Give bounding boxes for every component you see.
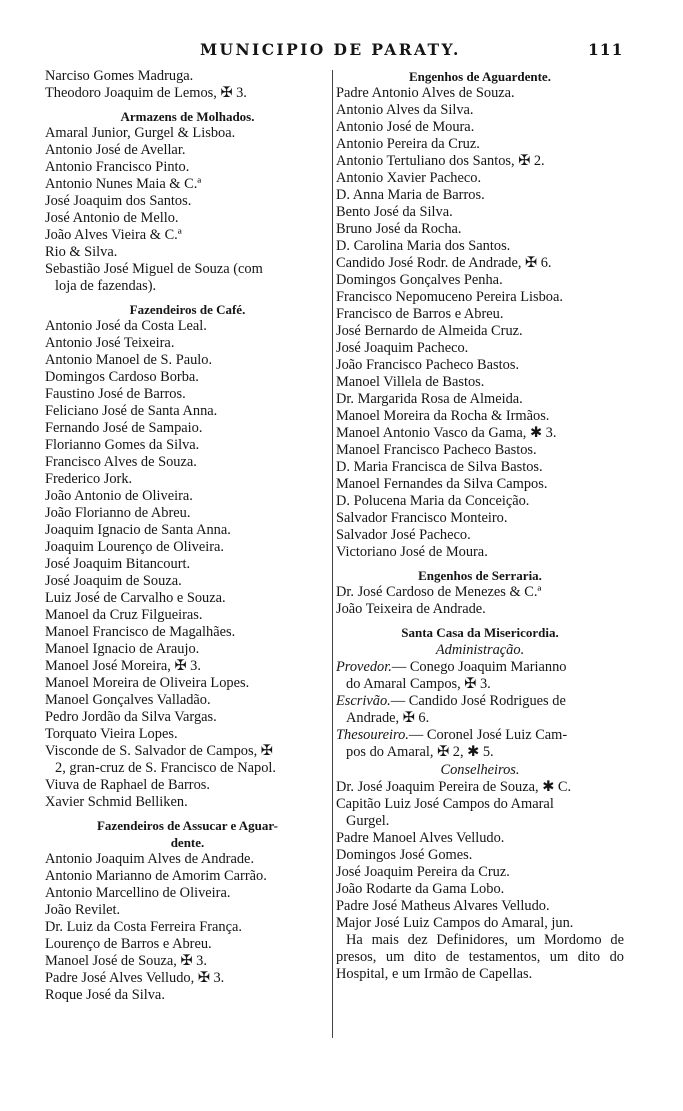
list-item: José Bernardo de Almeida Cruz. bbox=[336, 323, 523, 339]
list-item: Manoel Moreira da Rocha & Irmãos. bbox=[336, 408, 550, 424]
list-item: Antonio Manoel de S. Paulo. bbox=[45, 352, 213, 368]
list-item: Padre José Matheus Alvares Velludo. bbox=[336, 898, 550, 914]
list-item: Major José Luiz Campos do Amaral, jun. bbox=[336, 915, 574, 931]
list-item: Manoel Gonçalves Valladão. bbox=[45, 692, 211, 708]
closing-paragraph: Ha mais dez Definidores, um Mordomo de presos, um dito de testamentos, um dito do Hospital, e um Irmão de Capellas. bbox=[336, 932, 624, 982]
list-item: José Joaquim Pereira da Cruz. bbox=[336, 864, 510, 880]
list-item: Narciso Gomes Madruga. bbox=[45, 68, 194, 84]
list-item: Manoel José Moreira, ✠ 3. bbox=[45, 658, 201, 674]
list-item: Antonio Marianno de Amorim Carrão. bbox=[45, 868, 267, 884]
section-heading-assucar: Fazendeiros de Assucar e Aguar- bbox=[96, 818, 279, 833]
role-label: Thesoureiro. bbox=[336, 727, 409, 743]
officer-name: — Conego Joaquim Marianno bbox=[391, 659, 567, 675]
subheading-administracao: Administração. bbox=[435, 642, 525, 658]
list-item: Gurgel. bbox=[346, 813, 390, 829]
officer-name: — Coronel José Luiz Cam- bbox=[408, 727, 568, 743]
officer-tesoureiro bbox=[336, 727, 624, 744]
list-item: Padre José Alves Velludo, ✠ 3. bbox=[45, 970, 225, 986]
list-item: Capitão Luiz José Campos do Amaral bbox=[336, 796, 554, 812]
list-item: Torquato Vieira Lopes. bbox=[45, 726, 178, 742]
list-item: Francisco Nepomuceno Pereira Lisboa. bbox=[336, 289, 563, 305]
list-item: Dr. José Cardoso de Menezes & C.ª bbox=[336, 584, 542, 600]
list-item: Antonio Alves da Silva. bbox=[336, 102, 474, 118]
list-item: João Florianno de Abreu. bbox=[45, 505, 191, 521]
list-item: Joaquim Lourenço de Oliveira. bbox=[45, 539, 225, 555]
list-item: Antonio Nunes Maia & C.ª bbox=[45, 176, 202, 192]
list-item: D. Polucena Maria da Conceição. bbox=[336, 493, 530, 509]
list-item: Faustino José de Barros. bbox=[45, 386, 186, 402]
page-header bbox=[0, 40, 683, 62]
list-item: João Revilet. bbox=[45, 902, 121, 918]
list-item: Bento José da Silva. bbox=[336, 204, 453, 220]
list-item: Domingos Gonçalves Penha. bbox=[336, 272, 503, 288]
list-item: Antonio Marcellino de Oliveira. bbox=[45, 885, 231, 901]
list-item: D. Maria Francisca de Silva Bastos. bbox=[336, 459, 543, 475]
list-item: Manoel Moreira de Oliveira Lopes. bbox=[45, 675, 250, 691]
list-item: Francisco de Barros e Abreu. bbox=[336, 306, 504, 322]
list-item: D. Anna Maria de Barros. bbox=[336, 187, 485, 203]
list-item: João Rodarte da Gama Lobo. bbox=[336, 881, 505, 897]
list-item: Francisco Alves de Souza. bbox=[45, 454, 197, 470]
list-item: Amaral Junior, Gurgel & Lisboa. bbox=[45, 125, 236, 141]
list-item: Florianno Gomes da Silva. bbox=[45, 437, 200, 453]
list-item: Viuva de Raphael de Barros. bbox=[45, 777, 210, 793]
list-item: Roque José da Silva. bbox=[45, 987, 165, 1003]
list-item: José Joaquim Pacheco. bbox=[336, 340, 469, 356]
list-item: Candido José Rodr. de Andrade, ✠ 6. bbox=[336, 255, 552, 271]
list-item: Salvador José Pacheco. bbox=[336, 527, 471, 543]
list-item: Manoel Francisco de Magalhães. bbox=[45, 624, 236, 640]
list-item: Dr. Luiz da Costa Ferreira França. bbox=[45, 919, 242, 935]
list-item: Manoel da Cruz Filgueiras. bbox=[45, 607, 203, 623]
list-item: Manoel Villela de Bastos. bbox=[336, 374, 485, 390]
list-item: Feliciano José de Santa Anna. bbox=[45, 403, 218, 419]
section-heading-serraria: Engenhos de Serraria. bbox=[418, 568, 542, 583]
subheading-conselheiros: Conselheiros. bbox=[440, 762, 520, 778]
role-label: Provedor. bbox=[336, 659, 392, 675]
list-item: José Joaquim dos Santos. bbox=[45, 193, 192, 209]
list-item: Antonio Joaquim Alves de Andrade. bbox=[45, 851, 255, 867]
list-item: José Joaquim de Souza. bbox=[45, 573, 182, 589]
list-item: João Antonio de Oliveira. bbox=[45, 488, 193, 504]
role-label: Escrivão. bbox=[336, 693, 391, 709]
list-item: Antonio Pereira da Cruz. bbox=[336, 136, 480, 152]
officer-provedor bbox=[336, 659, 624, 676]
list-item: Luiz José de Carvalho e Souza. bbox=[45, 590, 226, 606]
list-item: Padre Antonio Alves de Souza. bbox=[336, 85, 515, 101]
officer-escrivao-cont: Andrade, ✠ 6. bbox=[346, 710, 430, 726]
section-heading-misericordia: Santa Casa da Misericordia. bbox=[401, 625, 559, 640]
list-item: Bruno José da Rocha. bbox=[336, 221, 462, 237]
officer-escrivao bbox=[336, 693, 624, 710]
page-number: 111 bbox=[588, 40, 624, 59]
list-item: Domingos Cardoso Borba. bbox=[45, 369, 199, 385]
list-item: Antonio Xavier Pacheco. bbox=[336, 170, 482, 186]
list-item: Xavier Schmid Belliken. bbox=[45, 794, 188, 810]
list-item: Sebastião José Miguel de Souza (com bbox=[45, 261, 263, 277]
list-item: Theodoro Joaquim de Lemos, ✠ 3. bbox=[45, 85, 247, 101]
list-item: Dr. José Joaquim Pereira de Souza, ✱ C. bbox=[336, 779, 572, 795]
list-item: Antonio José de Avellar. bbox=[45, 142, 186, 158]
section-heading-aguardente: Engenhos de Aguardente. bbox=[409, 69, 551, 84]
list-item: 2, gran-cruz de S. Francisco de Napol. bbox=[55, 760, 276, 776]
list-item: Visconde de S. Salvador de Campos, ✠ bbox=[45, 743, 273, 759]
list-item: Fernando José de Sampaio. bbox=[45, 420, 203, 436]
list-item: Manoel Ignacio de Araujo. bbox=[45, 641, 200, 657]
list-item: Dr. Margarida Rosa de Almeida. bbox=[336, 391, 523, 407]
section-heading-cafe: Fazendeiros de Café. bbox=[129, 302, 246, 317]
left-column bbox=[45, 68, 330, 1004]
list-item: loja de fazendas). bbox=[55, 278, 157, 294]
list-item: Rio & Silva. bbox=[45, 244, 118, 260]
list-item: Frederico Jork. bbox=[45, 471, 133, 487]
officer-name: — Candido José Rodrigues de bbox=[390, 693, 566, 709]
list-item: Antonio José da Costa Leal. bbox=[45, 318, 207, 334]
list-item: José Joaquim Bitancourt. bbox=[45, 556, 191, 572]
list-item: Antonio José Teixeira. bbox=[45, 335, 175, 351]
list-item: Victoriano José de Moura. bbox=[336, 544, 488, 560]
section-heading-molhados: Armazens de Molhados. bbox=[120, 109, 255, 124]
list-item: João Alves Vieira & C.ª bbox=[45, 227, 182, 243]
list-item: Manoel Antonio Vasco da Gama, ✱ 3. bbox=[336, 425, 557, 441]
list-item: Manoel Fernandes da Silva Campos. bbox=[336, 476, 548, 492]
list-item: Antonio José de Moura. bbox=[336, 119, 475, 135]
list-item: Salvador Francisco Monteiro. bbox=[336, 510, 508, 526]
officer-provedor-cont: do Amaral Campos, ✠ 3. bbox=[346, 676, 491, 692]
list-item: Padre Manoel Alves Velludo. bbox=[336, 830, 505, 846]
list-item: Manoel José de Souza, ✠ 3. bbox=[45, 953, 207, 969]
list-item: Joaquim Ignacio de Santa Anna. bbox=[45, 522, 231, 538]
list-item: Lourenço de Barros e Abreu. bbox=[45, 936, 212, 952]
list-item: Antonio Francisco Pinto. bbox=[45, 159, 190, 175]
list-item: Antonio Tertuliano dos Santos, ✠ 2. bbox=[336, 153, 545, 169]
section-heading-assucar-cont: dente. bbox=[170, 835, 205, 850]
list-item: Domingos José Gomes. bbox=[336, 847, 473, 863]
list-item: Pedro Jordão da Silva Vargas. bbox=[45, 709, 217, 725]
page-title: MUNICIPIO DE PARATY. bbox=[200, 40, 461, 59]
officer-tesoureiro-cont: pos do Amaral, ✠ 2, ✱ 5. bbox=[346, 744, 494, 760]
list-item: D. Carolina Maria dos Santos. bbox=[336, 238, 511, 254]
list-item: João Francisco Pacheco Bastos. bbox=[336, 357, 520, 373]
right-column bbox=[336, 68, 624, 983]
column-divider bbox=[332, 70, 333, 1038]
list-item: Manoel Francisco Pacheco Bastos. bbox=[336, 442, 537, 458]
list-item: José Antonio de Mello. bbox=[45, 210, 179, 226]
list-item: João Teixeira de Andrade. bbox=[336, 601, 486, 617]
